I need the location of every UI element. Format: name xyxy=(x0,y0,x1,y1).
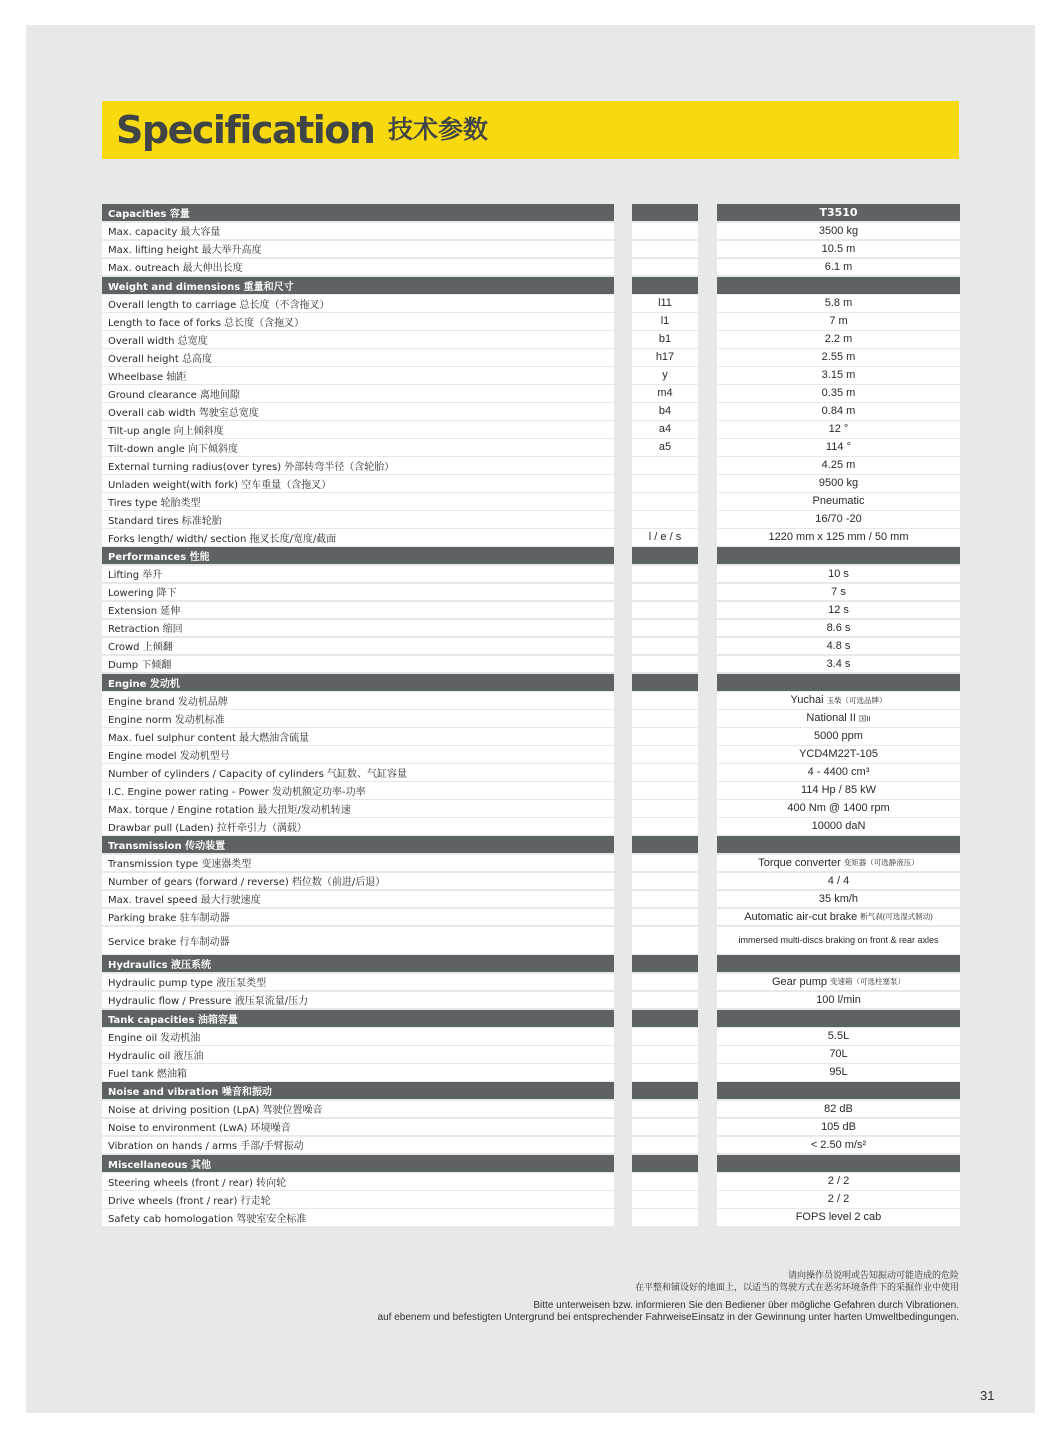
spec-symbol xyxy=(632,602,698,619)
spec-label: Drive wheels (front / rear) 行走轮 xyxy=(102,1191,614,1208)
spec-value-text: Gear pump xyxy=(771,975,828,988)
spec-symbol: l1 xyxy=(632,313,698,330)
spec-label: Engine oil 发动机油 xyxy=(102,1028,614,1045)
section-title: Capacities 容量 xyxy=(102,204,614,221)
section-symbol-col xyxy=(632,674,698,691)
section-title: Engine 发动机 xyxy=(102,674,614,691)
spec-value-text: 12 ° xyxy=(828,423,849,436)
table-row xyxy=(0,1209,1059,1226)
spec-symbol xyxy=(632,1209,698,1226)
spec-symbol: h17 xyxy=(632,349,698,366)
table-row xyxy=(0,873,1059,890)
spec-value-text: 10.5 m xyxy=(821,242,856,255)
spec-value xyxy=(717,1028,960,1045)
spec-symbol xyxy=(632,584,698,601)
spec-value-text: immersed multi-discs braking on front & rear axles xyxy=(738,935,939,945)
spec-label: Drawbar pull (Laden) 拉杆牵引力（满载） xyxy=(102,818,614,835)
spec-symbol: m4 xyxy=(632,385,698,402)
spec-label: Parking brake 驻车制动器 xyxy=(102,909,614,926)
footer-note-cn-1: 请向操作员说明或告知振动可能造成的危险 xyxy=(787,1271,959,1281)
spec-value xyxy=(717,974,960,991)
spec-value xyxy=(717,475,960,492)
spec-value-text: 3.15 m xyxy=(821,369,856,382)
spec-value-text: National II xyxy=(806,712,856,725)
spec-value-note: 变矩器（可选静液压） xyxy=(843,858,919,868)
spec-symbol xyxy=(632,1137,698,1154)
table-row xyxy=(0,800,1059,817)
spec-value-text: 5.5L xyxy=(827,1030,850,1043)
spec-symbol xyxy=(632,974,698,991)
spec-symbol xyxy=(632,710,698,727)
table-row xyxy=(0,439,1059,456)
spec-value-text: Torque converter xyxy=(758,856,841,869)
section-symbol-col xyxy=(632,955,698,972)
spec-value-text: 95L xyxy=(829,1066,848,1079)
section-value-col xyxy=(717,547,960,564)
page-title-cn: 技术参数 xyxy=(388,115,489,144)
section-header xyxy=(0,955,1059,972)
spec-value xyxy=(717,349,960,366)
table-row xyxy=(0,692,1059,709)
spec-symbol xyxy=(632,1064,698,1081)
spec-value xyxy=(717,1173,960,1190)
spec-value-text: 2.55 m xyxy=(821,351,856,364)
spec-value xyxy=(717,800,960,817)
spec-value-text: 4.25 m xyxy=(821,459,856,472)
table-row xyxy=(0,1119,1059,1136)
spec-label: Overall width 总宽度 xyxy=(102,331,614,348)
section-header xyxy=(0,836,1059,853)
spec-label: Max. outreach 最大伸出长度 xyxy=(102,259,614,276)
spec-value xyxy=(717,529,960,546)
spec-label: Transmission type 变速器类型 xyxy=(102,855,614,872)
spec-label: External turning radius(over tyres) 外部转弯半径（含轮胎） xyxy=(102,457,614,474)
section-value-col xyxy=(717,277,960,294)
section-title: Transmission 传动装置 xyxy=(102,836,614,853)
section-value-col xyxy=(717,1082,960,1099)
spec-value xyxy=(717,728,960,745)
spec-value xyxy=(717,566,960,583)
spec-value-text: 16/70 -20 xyxy=(815,513,862,526)
table-row xyxy=(0,656,1059,673)
section-value-col xyxy=(717,955,960,972)
spec-value xyxy=(717,602,960,619)
table-row xyxy=(0,855,1059,872)
spec-label: Tilt-up angle 向上倾斜度 xyxy=(102,421,614,438)
spec-symbol xyxy=(632,1119,698,1136)
spec-value xyxy=(717,403,960,420)
spec-symbol xyxy=(632,818,698,835)
spec-symbol: l / e / s xyxy=(632,529,698,546)
table-row xyxy=(0,529,1059,546)
spec-value xyxy=(717,584,960,601)
spec-symbol xyxy=(632,511,698,528)
spec-label: Max. lifting height 最大举升高度 xyxy=(102,241,614,258)
section-value-col xyxy=(717,674,960,691)
model-name: T3510 xyxy=(717,204,960,221)
spec-value-text: Automatic air-cut brake xyxy=(744,910,858,923)
spec-value-text: 9500 kg xyxy=(818,477,859,490)
spec-label: Max. torque / Engine rotation 最大扭矩/发动机转速 xyxy=(102,800,614,817)
spec-label: Engine norm 发动机标准 xyxy=(102,710,614,727)
section-title: Tank capacities 油箱容量 xyxy=(102,1010,614,1027)
spec-value xyxy=(717,818,960,835)
spec-value-text: Yuchai xyxy=(790,694,824,707)
table-row xyxy=(0,259,1059,276)
spec-value xyxy=(717,764,960,781)
spec-label: Noise to environment (LwA) 环境噪音 xyxy=(102,1119,614,1136)
section-title: Weight and dimensions 重量和尺寸 xyxy=(102,277,614,294)
spec-value xyxy=(717,692,960,709)
spec-value-note: 变速箱（可选柱塞泵） xyxy=(830,977,906,987)
table-row xyxy=(0,566,1059,583)
spec-value xyxy=(717,638,960,655)
spec-value xyxy=(717,782,960,799)
table-row xyxy=(0,638,1059,655)
spec-value xyxy=(717,313,960,330)
spec-value xyxy=(717,1209,960,1226)
spec-value xyxy=(717,421,960,438)
spec-value-text: FOPS level 2 cab xyxy=(795,1211,882,1224)
table-row xyxy=(0,746,1059,763)
spec-value-text: 82 dB xyxy=(824,1102,853,1115)
table-row xyxy=(0,1191,1059,1208)
page-title: Specification xyxy=(116,108,375,152)
table-row xyxy=(0,891,1059,908)
spec-label: Fuel tank 燃油箱 xyxy=(102,1064,614,1081)
spec-label: Engine model 发动机型号 xyxy=(102,746,614,763)
spec-value xyxy=(717,1046,960,1063)
spec-value xyxy=(717,385,960,402)
spec-symbol: y xyxy=(632,367,698,384)
spec-value-text: < 2.50 m/s² xyxy=(810,1138,867,1151)
spec-value xyxy=(717,1064,960,1081)
table-row xyxy=(0,584,1059,601)
spec-symbol: l11 xyxy=(632,295,698,312)
spec-value-text: 0.35 m xyxy=(821,387,856,400)
spec-value xyxy=(717,620,960,637)
page-number: 31 xyxy=(980,1388,995,1403)
section-symbol-col xyxy=(632,277,698,294)
spec-value-text: 0.84 m xyxy=(821,405,856,418)
spec-value-text: 105 dB xyxy=(821,1120,856,1133)
table-row xyxy=(0,331,1059,348)
spec-value xyxy=(717,656,960,673)
spec-label: Unladen weight(with fork) 空车重量（含拖叉） xyxy=(102,475,614,492)
table-row xyxy=(0,1064,1059,1081)
section-title: Performances 性能 xyxy=(102,547,614,564)
spec-value-text: 114 ° xyxy=(826,441,851,454)
spec-value xyxy=(717,746,960,763)
spec-symbol xyxy=(632,992,698,1009)
spec-value xyxy=(717,457,960,474)
spec-label: Extension 延伸 xyxy=(102,602,614,619)
spec-value xyxy=(717,259,960,276)
section-header xyxy=(0,1155,1059,1172)
spec-value-text: 2 / 2 xyxy=(827,1193,850,1206)
spec-symbol xyxy=(632,855,698,872)
spec-value xyxy=(717,992,960,1009)
spec-symbol xyxy=(632,1101,698,1118)
table-row xyxy=(0,241,1059,258)
spec-value-text: 12 s xyxy=(828,603,849,616)
spec-label: Engine brand 发动机品牌 xyxy=(102,692,614,709)
table-row xyxy=(0,927,1059,954)
section-header xyxy=(0,204,1059,221)
spec-label: Service brake 行车制动器 xyxy=(102,927,614,954)
table-row xyxy=(0,974,1059,991)
spec-value xyxy=(717,1119,960,1136)
spec-symbol xyxy=(632,566,698,583)
spec-value-note: 玉柴（可选品牌） xyxy=(826,695,887,705)
spec-value-text: 114 Hp / 85 kW xyxy=(801,784,876,797)
spec-label: Ground clearance 离地间隙 xyxy=(102,385,614,402)
spec-value xyxy=(717,927,960,954)
table-row xyxy=(0,1137,1059,1154)
spec-value-text: 4.8 s xyxy=(826,639,851,652)
spec-label: Forks length/ width/ section 拖叉长度/宽度/截面 xyxy=(102,529,614,546)
table-row xyxy=(0,1101,1059,1118)
table-row xyxy=(0,295,1059,312)
spec-value-text: 10 s xyxy=(828,567,849,580)
spec-label: Number of cylinders / Capacity of cylinders 气缸数、气缸容量 xyxy=(102,764,614,781)
spec-label: Lifting 举升 xyxy=(102,566,614,583)
spec-value-text: 35 km/h xyxy=(818,892,859,905)
spec-label: Max. capacity 最大容量 xyxy=(102,223,614,240)
spec-value-text: 8.6 s xyxy=(826,621,851,634)
spec-value xyxy=(717,710,960,727)
spec-value xyxy=(717,241,960,258)
spec-symbol xyxy=(632,692,698,709)
spec-label: Tires type 轮胎类型 xyxy=(102,493,614,510)
section-symbol-col xyxy=(632,547,698,564)
section-title: Noise and vibration 噪音和振动 xyxy=(102,1082,614,1099)
spec-label: Lowering 降下 xyxy=(102,584,614,601)
spec-value xyxy=(717,1191,960,1208)
spec-symbol xyxy=(632,1191,698,1208)
spec-symbol: b4 xyxy=(632,403,698,420)
spec-symbol xyxy=(632,1173,698,1190)
spec-symbol xyxy=(632,873,698,890)
table-row xyxy=(0,475,1059,492)
footer-note-de-2: auf ebenem und befestigten Untergrund bei entsprechender FahrweiseEinsatz in der Gewinnung unter harten Umweltbedingungen. xyxy=(377,1312,959,1323)
table-row xyxy=(0,367,1059,384)
spec-value xyxy=(717,1101,960,1118)
section-value-col xyxy=(717,1010,960,1027)
spec-value-text: 1220 mm x 125 mm / 50 mm xyxy=(768,531,909,544)
spec-symbol xyxy=(632,728,698,745)
spec-value xyxy=(717,873,960,890)
spec-value-text: 3500 kg xyxy=(818,224,859,237)
spec-label: Crowd 上倾翻 xyxy=(102,638,614,655)
spec-symbol xyxy=(632,1046,698,1063)
spec-value xyxy=(717,511,960,528)
table-row xyxy=(0,421,1059,438)
table-row xyxy=(0,457,1059,474)
table-row xyxy=(0,223,1059,240)
spec-value xyxy=(717,331,960,348)
spec-label: Length to face of forks 总长度（含拖叉） xyxy=(102,313,614,330)
spec-value xyxy=(717,909,960,926)
spec-label: Hydraulic oil 液压油 xyxy=(102,1046,614,1063)
spec-label: Vibration on hands / arms 手部/手臂振动 xyxy=(102,1137,614,1154)
spec-value-note: 国II xyxy=(858,713,871,723)
table-row xyxy=(0,1046,1059,1063)
table-row xyxy=(0,313,1059,330)
spec-symbol xyxy=(632,764,698,781)
section-header xyxy=(0,1010,1059,1027)
spec-value-text: 5000 ppm xyxy=(814,730,863,743)
spec-symbol xyxy=(632,493,698,510)
table-row xyxy=(0,1173,1059,1190)
section-header xyxy=(0,1082,1059,1099)
spec-value-note: 断气刹(可选湿式制动) xyxy=(860,912,933,922)
table-row xyxy=(0,493,1059,510)
spec-value xyxy=(717,295,960,312)
spec-value-text: 3.4 s xyxy=(826,657,851,670)
spec-value-text: 5.8 m xyxy=(824,297,853,310)
spec-value-text: 7 s xyxy=(831,585,846,598)
section-title: Miscellaneous 其他 xyxy=(102,1155,614,1172)
section-header xyxy=(0,277,1059,294)
spec-value-text: Pneumatic xyxy=(812,495,865,508)
spec-value-text: YCD4M22T-105 xyxy=(799,748,878,761)
spec-label: Hydraulic pump type 液压泵类型 xyxy=(102,974,614,991)
footer-note-de-1: Bitte unterweisen bzw. informieren Sie den Bediener über mögliche Gefahren durch Vibrationen. xyxy=(533,1300,959,1311)
spec-symbol xyxy=(632,746,698,763)
spec-symbol xyxy=(632,241,698,258)
spec-symbol xyxy=(632,800,698,817)
spec-symbol xyxy=(632,782,698,799)
spec-label: Overall height 总高度 xyxy=(102,349,614,366)
spec-label: Standard tires 标准轮胎 xyxy=(102,511,614,528)
spec-value-text: 100 l/min xyxy=(816,993,861,1006)
spec-value-text: 2.2 m xyxy=(824,333,853,346)
table-row xyxy=(0,909,1059,926)
spec-symbol xyxy=(632,620,698,637)
spec-label: Noise at driving position (LpA) 驾驶位置噪音 xyxy=(102,1101,614,1118)
spec-symbol xyxy=(632,475,698,492)
table-row xyxy=(0,728,1059,745)
spec-value-text: 10000 daN xyxy=(811,820,866,833)
table-row xyxy=(0,620,1059,637)
spec-value xyxy=(717,439,960,456)
spec-label: Dump 下倾翻 xyxy=(102,656,614,673)
spec-symbol: a4 xyxy=(632,421,698,438)
table-row xyxy=(0,992,1059,1009)
spec-value xyxy=(717,223,960,240)
spec-value xyxy=(717,493,960,510)
section-symbol-col xyxy=(632,1082,698,1099)
spec-symbol xyxy=(632,259,698,276)
spec-symbol: b1 xyxy=(632,331,698,348)
table-row xyxy=(0,764,1059,781)
footer-note-cn-2: 在平整和铺设好的地面上，以适当的驾驶方式在恶劣环境条件下的采掘作业中使用 xyxy=(634,1283,959,1293)
table-row xyxy=(0,403,1059,420)
spec-value xyxy=(717,367,960,384)
table-row xyxy=(0,1028,1059,1045)
spec-label: I.C. Engine power rating - Power 发动机额定功率-功率 xyxy=(102,782,614,799)
spec-label: Safety cab homologation 驾驶室安全标准 xyxy=(102,1209,614,1226)
spec-value-text: 4 - 4400 cm³ xyxy=(807,766,870,779)
section-symbol-col xyxy=(632,1010,698,1027)
spec-value xyxy=(717,855,960,872)
spec-value-text: 7 m xyxy=(829,315,848,328)
table-row xyxy=(0,818,1059,835)
spec-value-text: 6.1 m xyxy=(824,260,853,273)
spec-label: Hydraulic flow / Pressure 液压泵流量/压力 xyxy=(102,992,614,1009)
spec-symbol xyxy=(632,909,698,926)
spec-label: Max. travel speed 最大行驶速度 xyxy=(102,891,614,908)
table-row xyxy=(0,349,1059,366)
section-value-col xyxy=(717,1155,960,1172)
section-header xyxy=(0,674,1059,691)
spec-label: Wheelbase 轴距 xyxy=(102,367,614,384)
table-row xyxy=(0,710,1059,727)
spec-label: Retraction 缩回 xyxy=(102,620,614,637)
spec-symbol xyxy=(632,927,698,954)
section-title: Hydraulics 液压系统 xyxy=(102,955,614,972)
spec-label: Overall length to carriage 总长度（不含拖叉） xyxy=(102,295,614,312)
spec-value xyxy=(717,1137,960,1154)
spec-value-text: 2 / 2 xyxy=(827,1175,850,1188)
spec-label: Tilt-down angle 向下倾斜度 xyxy=(102,439,614,456)
spec-symbol xyxy=(632,223,698,240)
section-symbol-col xyxy=(632,836,698,853)
spec-value-text: 400 Nm @ 1400 rpm xyxy=(787,802,890,815)
spec-value-text: 4 / 4 xyxy=(827,874,850,887)
spec-symbol: a5 xyxy=(632,439,698,456)
table-row xyxy=(0,782,1059,799)
spec-label: Max. fuel sulphur content 最大燃油含硫量 xyxy=(102,728,614,745)
section-value-col xyxy=(717,836,960,853)
spec-symbol xyxy=(632,656,698,673)
table-row xyxy=(0,385,1059,402)
section-symbol-col xyxy=(632,1155,698,1172)
spec-label: Steering wheels (front / rear) 转向轮 xyxy=(102,1173,614,1190)
spec-symbol xyxy=(632,638,698,655)
spec-value xyxy=(717,891,960,908)
section-symbol-col xyxy=(632,204,698,221)
spec-label: Overall cab width 驾驶室总宽度 xyxy=(102,403,614,420)
spec-symbol xyxy=(632,457,698,474)
section-header xyxy=(0,547,1059,564)
table-row xyxy=(0,602,1059,619)
spec-symbol xyxy=(632,891,698,908)
spec-value-text: 70L xyxy=(829,1048,848,1061)
spec-symbol xyxy=(632,1028,698,1045)
spec-label: Number of gears (forward / reverse) 档位数（前进/后退） xyxy=(102,873,614,890)
table-row xyxy=(0,511,1059,528)
